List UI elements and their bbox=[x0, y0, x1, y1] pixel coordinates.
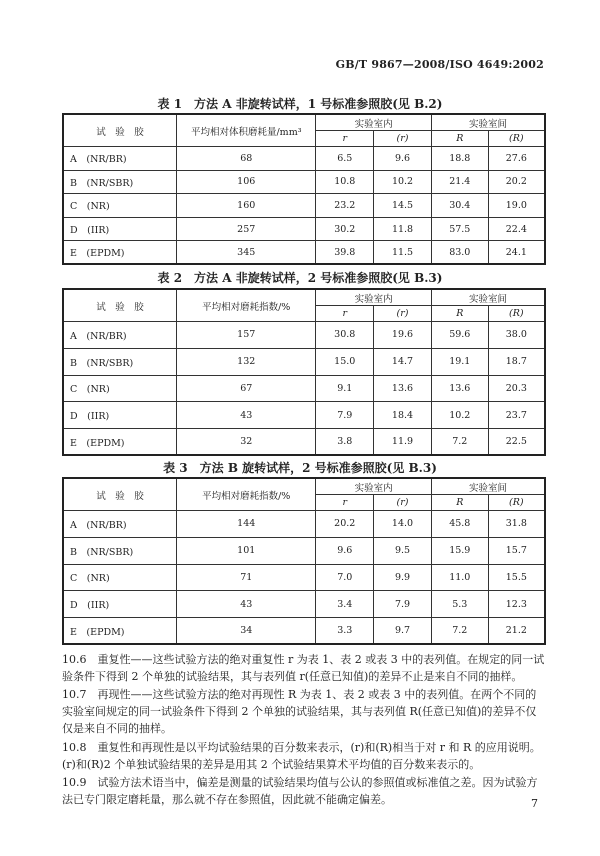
sub-header-r: r bbox=[316, 131, 374, 147]
within-paren-r-cell: 11.8 bbox=[374, 217, 432, 241]
index-cell: 71 bbox=[177, 564, 316, 591]
between-R-cell: 30.4 bbox=[431, 194, 488, 218]
sample-name-cell: A (NR/BR) bbox=[63, 511, 177, 538]
between-paren-R-cell: 19.0 bbox=[488, 194, 545, 218]
within-paren-r-cell: 18.4 bbox=[374, 402, 432, 429]
between-R-cell: 59.6 bbox=[431, 322, 488, 349]
between-R-cell: 15.9 bbox=[431, 537, 488, 564]
between-paren-R-cell: 23.7 bbox=[488, 402, 545, 429]
between-R-cell: 13.6 bbox=[431, 375, 488, 402]
within-paren-r-cell: 9.7 bbox=[374, 618, 432, 645]
within-r-cell: 10.8 bbox=[316, 170, 374, 194]
index-cell: 67 bbox=[177, 375, 316, 402]
sample-name-cell: B (NR/SBR) bbox=[63, 170, 177, 194]
between-paren-R-cell: 18.7 bbox=[488, 348, 545, 375]
table-row bbox=[63, 217, 545, 241]
between-lab-header: 实验室间 bbox=[431, 289, 545, 306]
between-R-cell: 5.3 bbox=[431, 591, 488, 618]
sub-header-R: R bbox=[431, 495, 488, 511]
index-cell: 144 bbox=[177, 511, 316, 538]
between-R-cell: 7.2 bbox=[431, 618, 488, 645]
sub-header-R: R bbox=[431, 306, 488, 322]
sample-name-cell: E (EPDM) bbox=[63, 618, 177, 645]
between-R-cell: 10.2 bbox=[431, 402, 488, 429]
within-paren-r-cell: 9.5 bbox=[374, 537, 432, 564]
col-sample-header: 试 验 胶 bbox=[63, 289, 177, 322]
between-R-cell: 7.2 bbox=[431, 429, 488, 456]
within-r-cell: 20.2 bbox=[316, 511, 374, 538]
col-index-header: 平均相对磨耗指数/% bbox=[177, 289, 316, 322]
between-paren-R-cell: 20.2 bbox=[488, 170, 545, 194]
between-R-cell: 45.8 bbox=[431, 511, 488, 538]
between-paren-R-cell: 12.3 bbox=[488, 591, 545, 618]
between-lab-header: 实验室间 bbox=[431, 478, 545, 495]
table-row bbox=[63, 402, 545, 429]
col-index-header: 平均相对体积磨耗量/mm³ bbox=[177, 114, 316, 147]
between-paren-R-cell: 22.5 bbox=[488, 429, 545, 456]
between-paren-R-cell: 15.7 bbox=[488, 537, 545, 564]
sub-header-r: r bbox=[316, 306, 374, 322]
between-R-cell: 21.4 bbox=[431, 170, 488, 194]
between-R-cell: 19.1 bbox=[431, 348, 488, 375]
table-3 bbox=[62, 477, 546, 645]
between-R-cell: 18.8 bbox=[431, 147, 488, 171]
table-row bbox=[63, 348, 545, 375]
within-lab-header: 实验室内 bbox=[316, 478, 432, 495]
index-cell: 32 bbox=[177, 429, 316, 456]
table-row bbox=[63, 241, 545, 265]
within-r-cell: 7.9 bbox=[316, 402, 374, 429]
within-r-cell: 7.0 bbox=[316, 564, 374, 591]
col-index-header: 平均相对磨耗指数/% bbox=[177, 478, 316, 511]
table-1-caption: 表 1 方法 A 非旋转试样，1 号标准参照胶(见 B.2) bbox=[157, 97, 443, 111]
table-row bbox=[63, 194, 545, 218]
between-R-cell: 57.5 bbox=[431, 217, 488, 241]
sub-header-paren-r: (r) bbox=[374, 131, 432, 147]
within-paren-r-cell: 10.2 bbox=[374, 170, 432, 194]
sample-name-cell: E (EPDM) bbox=[63, 429, 177, 456]
table-row bbox=[63, 429, 545, 456]
table-row bbox=[63, 537, 545, 564]
between-paren-R-cell: 31.8 bbox=[488, 511, 545, 538]
sample-name-cell: E (EPDM) bbox=[63, 241, 177, 265]
within-paren-r-cell: 14.0 bbox=[374, 511, 432, 538]
within-r-cell: 3.4 bbox=[316, 591, 374, 618]
within-paren-r-cell: 11.9 bbox=[374, 429, 432, 456]
table-row bbox=[63, 591, 545, 618]
table-row bbox=[63, 375, 545, 402]
within-r-cell: 9.6 bbox=[316, 537, 374, 564]
sub-header-r: r bbox=[316, 495, 374, 511]
within-r-cell: 3.8 bbox=[316, 429, 374, 456]
between-R-cell: 83.0 bbox=[431, 241, 488, 265]
within-paren-r-cell: 11.5 bbox=[374, 241, 432, 265]
table-2 bbox=[62, 288, 546, 456]
table-3-caption: 表 3 方法 B 旋转试样，2 号标准参照胶(见 B.3) bbox=[163, 461, 437, 475]
index-cell: 34 bbox=[177, 618, 316, 645]
index-cell: 157 bbox=[177, 322, 316, 349]
index-cell: 160 bbox=[177, 194, 316, 218]
sample-name-cell: C (NR) bbox=[63, 564, 177, 591]
between-paren-R-cell: 21.2 bbox=[488, 618, 545, 645]
sample-name-cell: D (IIR) bbox=[63, 217, 177, 241]
within-r-cell: 3.3 bbox=[316, 618, 374, 645]
sample-name-cell: A (NR/BR) bbox=[63, 322, 177, 349]
clause-10-7-reproducibility: 10.7 再现性——这些试验方法的绝对再现性 R 为表 1、表 2 或表 3 中的表列值。在两个不同的实验室间规定的同一试验条件下得到 2 个单独的试验结果，其与表列值 R(任意已知值)的差异不仅仅是来自不同的抽样。 bbox=[62, 688, 537, 735]
standard-number-header: GB/T 9867—2008/ISO 4649:2002 bbox=[335, 58, 544, 71]
within-paren-r-cell: 19.6 bbox=[374, 322, 432, 349]
sample-name-cell: D (IIR) bbox=[63, 591, 177, 618]
clause-10-8-expression: 10.8 重复性和再现性是以平均试验结果的百分数来表示，(r)和(R)相当于对 r 和 R 的应用说明。(r)和(R)2 个单独试验结果的差异是用其 2 个试验结果算术平均值的百分数来表示的。 bbox=[62, 741, 541, 771]
within-r-cell: 6.5 bbox=[316, 147, 374, 171]
index-cell: 101 bbox=[177, 537, 316, 564]
index-cell: 345 bbox=[177, 241, 316, 265]
index-cell: 43 bbox=[177, 591, 316, 618]
table-row bbox=[63, 147, 545, 171]
table-2-caption: 表 2 方法 A 非旋转试样，2 号标准参照胶(见 B.3) bbox=[157, 271, 443, 285]
within-paren-r-cell: 14.5 bbox=[374, 194, 432, 218]
within-paren-r-cell: 13.6 bbox=[374, 375, 432, 402]
index-cell: 132 bbox=[177, 348, 316, 375]
within-lab-header: 实验室内 bbox=[316, 114, 432, 131]
between-paren-R-cell: 15.5 bbox=[488, 564, 545, 591]
sub-header-paren-r: (r) bbox=[374, 495, 432, 511]
sample-name-cell: B (NR/SBR) bbox=[63, 348, 177, 375]
between-paren-R-cell: 38.0 bbox=[488, 322, 545, 349]
page-number: 7 bbox=[531, 797, 538, 810]
within-paren-r-cell: 9.9 bbox=[374, 564, 432, 591]
sample-name-cell: A (NR/BR) bbox=[63, 147, 177, 171]
table-row bbox=[63, 170, 545, 194]
within-paren-r-cell: 14.7 bbox=[374, 348, 432, 375]
index-cell: 106 bbox=[177, 170, 316, 194]
sample-name-cell: C (NR) bbox=[63, 375, 177, 402]
between-paren-R-cell: 22.4 bbox=[488, 217, 545, 241]
sub-header-paren-R: (R) bbox=[488, 495, 545, 511]
sub-header-paren-r: (r) bbox=[374, 306, 432, 322]
within-paren-r-cell: 9.6 bbox=[374, 147, 432, 171]
col-sample-header: 试 验 胶 bbox=[63, 114, 177, 147]
index-cell: 68 bbox=[177, 147, 316, 171]
sample-name-cell: C (NR) bbox=[63, 194, 177, 218]
within-r-cell: 23.2 bbox=[316, 194, 374, 218]
between-R-cell: 11.0 bbox=[431, 564, 488, 591]
within-r-cell: 30.2 bbox=[316, 217, 374, 241]
clause-10-9-bias: 10.9 试验方法术语当中，偏差是测量的试验结果均值与公认的参照值或标准值之差。因为试验方法已专门限定磨耗量，那么就不存在参照值，因此就不能确定偏差。 bbox=[62, 776, 538, 806]
sub-header-paren-R: (R) bbox=[488, 306, 545, 322]
within-r-cell: 39.8 bbox=[316, 241, 374, 265]
table-row bbox=[63, 618, 545, 645]
sample-name-cell: B (NR/SBR) bbox=[63, 537, 177, 564]
index-cell: 43 bbox=[177, 402, 316, 429]
within-paren-r-cell: 7.9 bbox=[374, 591, 432, 618]
between-paren-R-cell: 20.3 bbox=[488, 375, 545, 402]
between-lab-header: 实验室间 bbox=[431, 114, 545, 131]
col-sample-header: 试 验 胶 bbox=[63, 478, 177, 511]
between-paren-R-cell: 24.1 bbox=[488, 241, 545, 265]
sub-header-R: R bbox=[431, 131, 488, 147]
table-row bbox=[63, 564, 545, 591]
table-1 bbox=[62, 113, 546, 265]
within-lab-header: 实验室内 bbox=[316, 289, 432, 306]
sample-name-cell: D (IIR) bbox=[63, 402, 177, 429]
table-row bbox=[63, 511, 545, 538]
between-paren-R-cell: 27.6 bbox=[488, 147, 545, 171]
clause-10-6-repeatability: 10.6 重复性——这些试验方法的绝对重复性 r 为表 1、表 2 或表 3 中的表列值。在规定的同一试验条件下得到 2 个单独的试验结果，其与表列值 r(任意已知值)的差异不止是来自不同的抽样。 bbox=[62, 653, 545, 683]
sub-header-paren-R: (R) bbox=[488, 131, 545, 147]
index-cell: 257 bbox=[177, 217, 316, 241]
within-r-cell: 9.1 bbox=[316, 375, 374, 402]
within-r-cell: 15.0 bbox=[316, 348, 374, 375]
table-row bbox=[63, 322, 545, 349]
within-r-cell: 30.8 bbox=[316, 322, 374, 349]
